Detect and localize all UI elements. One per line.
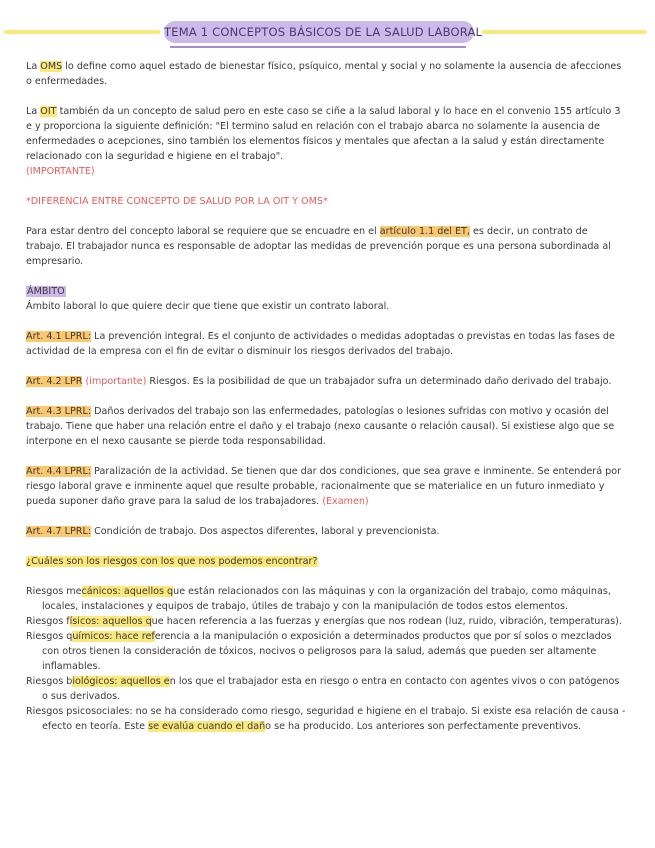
title-deco-right: [482, 30, 647, 34]
article-label: Art. 4.1 LPRL:: [26, 331, 92, 342]
text: Ámbito laboral lo que quiere decir que tiene que existir un contrato laboral.: [26, 301, 390, 312]
article-label: Art. 4.7 LPRL:: [26, 526, 92, 537]
paragraph-oit: [26, 104, 626, 179]
document-body: [26, 59, 626, 734]
text: Riesgos. Es la posibilidad de que un trabajador sufra un determinado daño derivado del trabajo.: [146, 376, 612, 387]
risks-list: [26, 584, 626, 734]
text: lo define como aquel estado de bienestar físico, psíquico, mental y social y no solamente la ausencia de afecciones o enfermedades.: [26, 61, 622, 87]
list-item-risk-biologicos: [26, 674, 626, 704]
text: Para estar dentro del concepto laboral se requiere que se encuadre en el: [26, 226, 380, 237]
paragraph-art-4-2: [26, 374, 626, 389]
list-item-risk-mecanicos: [26, 584, 626, 614]
highlight: se evalúa cuando el dañ: [148, 721, 266, 732]
highlight-question: ¿Cuáles son los riesgos con los que nos podemos encontrar?: [26, 556, 318, 567]
paragraph-ambito: [26, 284, 626, 314]
paragraph-art-4-7: [26, 524, 626, 539]
highlight: uímicos: hace ref: [72, 631, 155, 642]
highlight-oms: OMS: [40, 61, 63, 72]
important-note: (importante): [82, 376, 147, 387]
exam-note: (Examen): [319, 496, 369, 507]
text: ue hacen referencia a las fuerzas y energías que nos rodean (luz, ruido, vibración, temperaturas).: [151, 616, 622, 627]
text: n los que el trabajador esta en riesgo o entra en contacto con agentes vivos o con patógenos o sus derivados.: [42, 676, 620, 702]
difference-heading: *DIFERENCIA ENTRE CONCEPTO DE SALUD POR LA OIT Y OMS*: [26, 196, 328, 207]
article-label: Art. 4.2 LPR: [26, 376, 83, 387]
text: erencia a la manipulación o exposición a determinados productos que por sí solos o mezclados con otros tienen la consideración de tóxicos, nocivos o peligrosos para la salud, además que pueden ser altamente inflamables.: [42, 631, 612, 672]
text: o se ha producido. Los anteriores son perfectamente preventivos.: [265, 721, 582, 732]
text: es decir, un contrato de trabajo. El trabajador nunca es responsable de adoptar las medidas de prevención porque es una persona subordinada al empresario.: [26, 226, 611, 267]
highlight: iológicos: aquellos e: [72, 676, 170, 687]
text: Paralización de la actividad. Se tienen que dar dos condiciones, que sea grave e inminente. Se entenderá por riesgo laboral grave e inminente aquel que resulte probable, racionalmente que se materialice en un futuro inmediato y pueda suponer daño grave para la salud de los trabajadores.: [26, 466, 622, 507]
important-note: (IMPORTANTE): [26, 166, 95, 177]
paragraph-art-4-4: [26, 464, 626, 509]
highlight-article: artículo 1.1 del ET,: [379, 226, 470, 237]
text: ue están relacionados con las máquinas y con la organización del trabajo, como máquinas, locales, instalaciones y equipos de trabajo, útiles de trabajo y con la manipulación de todos estos elementos.: [42, 586, 611, 612]
text: también da un concepto de salud pero en este caso se ciñe a la salud laboral y lo hace en el convenio 155 artículo 3 e y proporciona la siguiente definición: "El termino salud en relación con el trabajo abarca no solamente la ausencia de enfermedades o acepciones, sino también los elementos físicos y mentales que afectan a la salud y están directamente relacionado con la seguridad e higiene en el trabajo".: [26, 106, 621, 162]
paragraph-ambito-laboral: [26, 224, 626, 269]
text: Riesgos psicosociales: no se ha considerado como riesgo, seguridad e higiene en el trabajo. Si existe esa relación de causa - efecto en teoría. Este: [26, 706, 626, 732]
text: Daños derivados del trabajo son las enfermedades, patologías o lesiones sufridas con motivo y ocasión del trabajo. Tiene que haber una relación entre el daño y el trabajo (nexo causante o relación causal). Si existiese algo que se interpone en el nexo causante se pierde toda responsabilidad.: [26, 406, 615, 447]
text: La: [26, 106, 41, 117]
highlight: ísicos: aquellos q: [69, 616, 152, 627]
list-item-risk-quimicos: [26, 629, 626, 674]
ambito-heading: ÁMBITO: [27, 286, 65, 297]
list-item-risk-fisicos: [26, 614, 626, 629]
page-title: TEMA 1 CONCEPTOS BÁSICOS DE LA SALUD LABORAL: [164, 21, 474, 43]
risks-question: [26, 554, 626, 569]
highlight-oit: OIT: [40, 106, 57, 117]
text: Condición de trabajo. Dos aspectos diferentes, laboral y prevencionista.: [91, 526, 440, 537]
article-label: Art. 4.3 LPRL:: [26, 406, 92, 417]
text: Riesgos f: [26, 616, 70, 627]
text: Riesgos q: [26, 631, 73, 642]
highlight: cánicos: aquellos q: [81, 586, 174, 597]
paragraph-art-4-1: [26, 329, 626, 359]
text: Riesgos me: [26, 586, 82, 597]
title-underline: [170, 46, 466, 48]
title-bar: [0, 21, 655, 43]
paragraph-oms: [26, 59, 626, 89]
text: Riesgos b: [26, 676, 73, 687]
title-deco-left: [4, 30, 160, 34]
paragraph-art-4-3: [26, 404, 626, 449]
article-label: Art. 4.4 LPRL:: [26, 466, 92, 477]
text: La: [26, 61, 41, 72]
text: La prevención integral. Es el conjunto de actividades o medidas adoptadas o previstas en todas las fases de actividad de la empresa con el fin de evitar o disminuir los riesgos derivados del trabajo.: [26, 331, 615, 357]
list-item-risk-psicosociales: [26, 704, 626, 734]
